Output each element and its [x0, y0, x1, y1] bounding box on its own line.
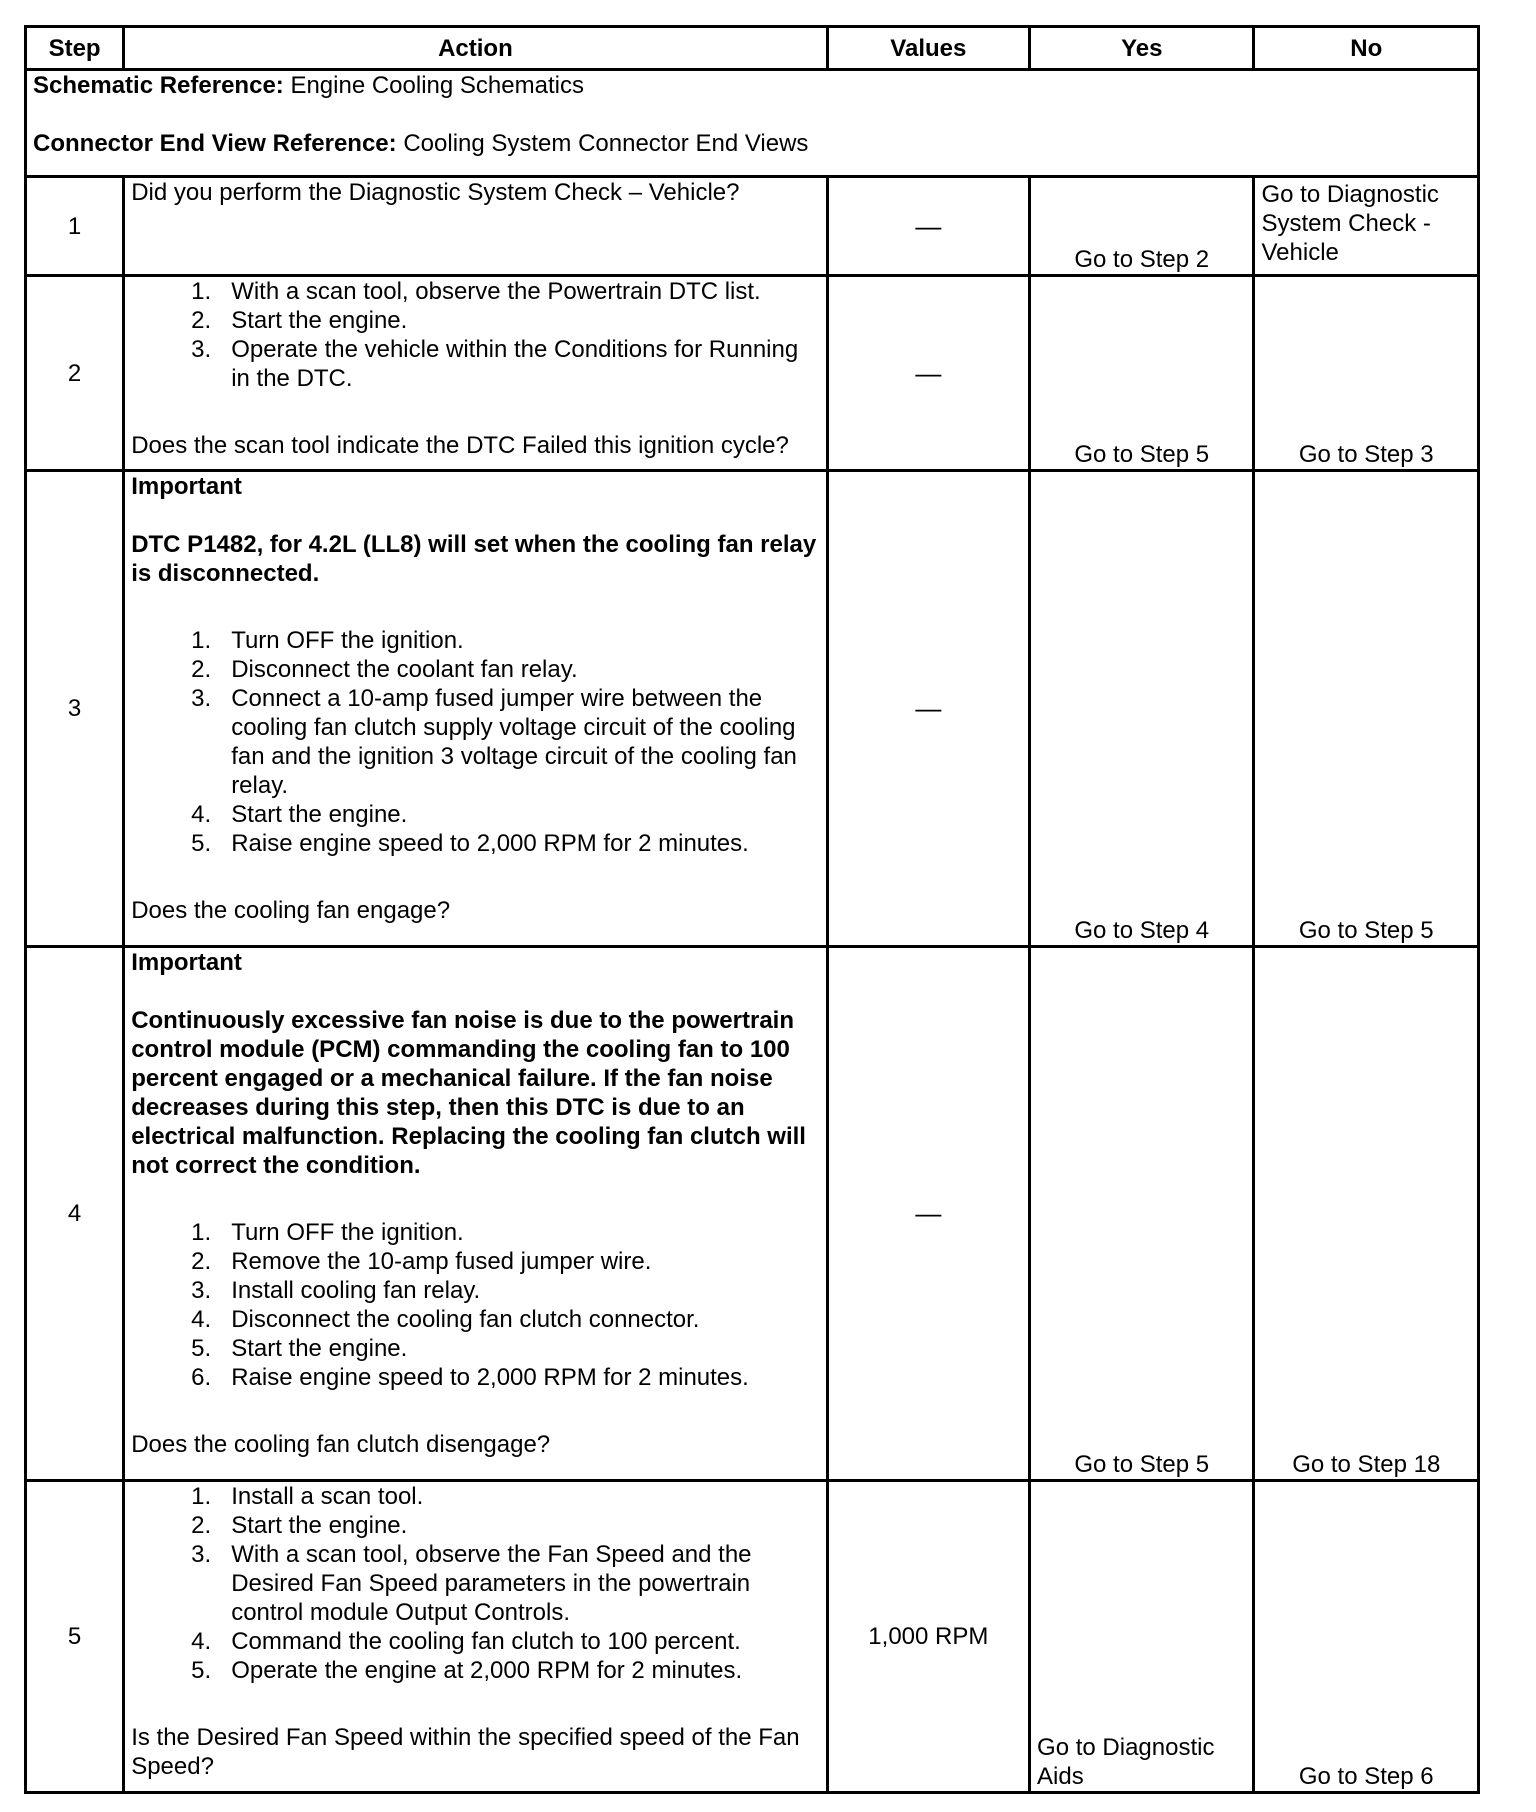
list-item: 6. Raise engine speed to 2,000 RPM for 2 minutes. [191, 1364, 749, 1391]
connector-value: Cooling System Connector End Views [403, 130, 809, 157]
list-item: 2. Start the engine. [191, 307, 408, 334]
list-item: 5. Raise engine speed to 2,000 RPM for 2 minutes. [191, 830, 749, 857]
schematic-label: Schematic Reference: [33, 72, 284, 99]
step-number: 4 [26, 947, 124, 1481]
list-item: 3. Connect a 10-amp fused jumper wire between the cooling fan clutch supply voltage circuit of the cooling fan and the ignition 3 voltage circuit of the cooling fan relay. [191, 685, 797, 799]
step-number: 1 [26, 177, 124, 276]
list-item: 4. Command the cooling fan clutch to 100 percent. [191, 1628, 741, 1655]
action-cell [124, 471, 827, 947]
schematic-value: Engine Cooling Schematics [290, 72, 584, 99]
reference-cell [26, 70, 1479, 177]
no-cell: Go to Diagnostic System Check - Vehicle [1254, 177, 1479, 276]
action-cell [124, 276, 827, 471]
yes-cell: Go to Step 5 [1030, 947, 1254, 1481]
header-step: Step [26, 27, 124, 70]
list-item: 1. Install a scan tool. [191, 1483, 424, 1510]
diagnostic-table [24, 25, 1480, 1794]
important-note: Continuously excessive fan noise is due to the powertrain control module (PCM) commanding the cooling fan to 100 percent engaged or a mechanical failure. If the fan noise decreases during this step, then this DTC is due to an electrical malfunction. Replacing the cooling fan clutch will not correct the condition. [131, 1007, 806, 1179]
list-item: 1. Turn OFF the ignition. [191, 1219, 464, 1246]
action-cell [124, 1481, 827, 1793]
list-item: 5. Start the engine. [191, 1335, 408, 1362]
value-cell: — [827, 947, 1029, 1481]
question-text: Is the Desired Fan Speed within the specified speed of the Fan Speed? [131, 1724, 800, 1780]
list-item: 3. Operate the vehicle within the Conditions for Running in the DTC. [191, 336, 799, 392]
value-cell: — [827, 177, 1029, 276]
list-item: 5. Operate the engine at 2,000 RPM for 2 minutes. [191, 1657, 743, 1684]
list-item: 3. With a scan tool, observe the Fan Speed and the Desired Fan Speed parameters in the powertrain control module Output Controls. [191, 1541, 752, 1626]
yes-cell: Go to Step 2 [1030, 177, 1254, 276]
no-cell: Go to Step 5 [1254, 471, 1479, 947]
table-row [26, 1481, 1479, 1793]
list-item: 2. Start the engine. [191, 1512, 408, 1539]
step-number: 2 [26, 276, 124, 471]
step-number: 3 [26, 471, 124, 947]
list-item: 1. With a scan tool, observe the Powertrain DTC list. [191, 278, 761, 305]
table-row [26, 177, 1479, 276]
instruction-list [131, 1218, 819, 1392]
table-row [26, 276, 1479, 471]
list-item: 4. Disconnect the cooling fan clutch connector. [191, 1306, 700, 1333]
action-cell [124, 177, 827, 276]
value-cell: 1,000 RPM [827, 1481, 1029, 1793]
question-text: Does the scan tool indicate the DTC Failed this ignition cycle? [131, 432, 789, 459]
important-heading: Important [131, 473, 242, 500]
header-values: Values [827, 27, 1029, 70]
question-text: Does the cooling fan clutch disengage? [131, 1431, 551, 1458]
list-item: 4. Start the engine. [191, 801, 408, 828]
instruction-list [131, 1482, 819, 1685]
header-row [26, 27, 1479, 70]
list-item: 1. Turn OFF the ignition. [191, 627, 464, 654]
list-item: 3. Install cooling fan relay. [191, 1277, 481, 1304]
question-text: Does the cooling fan engage? [131, 897, 451, 924]
schematic-reference [33, 71, 1471, 100]
step-number: 5 [26, 1481, 124, 1793]
yes-cell: Go to Diagnostic Aids [1030, 1481, 1254, 1793]
list-item: 2. Remove the 10-amp fused jumper wire. [191, 1248, 652, 1275]
yes-cell: Go to Step 4 [1030, 471, 1254, 947]
no-cell: Go to Step 6 [1254, 1481, 1479, 1793]
connector-label: Connector End View Reference: [33, 130, 397, 157]
important-heading: Important [131, 949, 242, 976]
question-text: Did you perform the Diagnostic System Check – Vehicle? [131, 179, 740, 206]
value-cell: — [827, 471, 1029, 947]
reference-row [26, 70, 1479, 177]
instruction-list [131, 626, 819, 858]
yes-cell: Go to Step 5 [1030, 276, 1254, 471]
header-no: No [1254, 27, 1479, 70]
header-yes: Yes [1030, 27, 1254, 70]
table-row [26, 947, 1479, 1481]
no-cell: Go to Step 18 [1254, 947, 1479, 1481]
important-note: DTC P1482, for 4.2L (LL8) will set when the cooling fan relay is disconnected. [131, 531, 817, 587]
no-cell: Go to Step 3 [1254, 276, 1479, 471]
action-cell [124, 947, 827, 1481]
value-cell: — [827, 276, 1029, 471]
instruction-list [131, 277, 819, 393]
connector-reference [33, 129, 1471, 158]
header-action: Action [124, 27, 827, 70]
list-item: 2. Disconnect the coolant fan relay. [191, 656, 578, 683]
table-row [26, 471, 1479, 947]
